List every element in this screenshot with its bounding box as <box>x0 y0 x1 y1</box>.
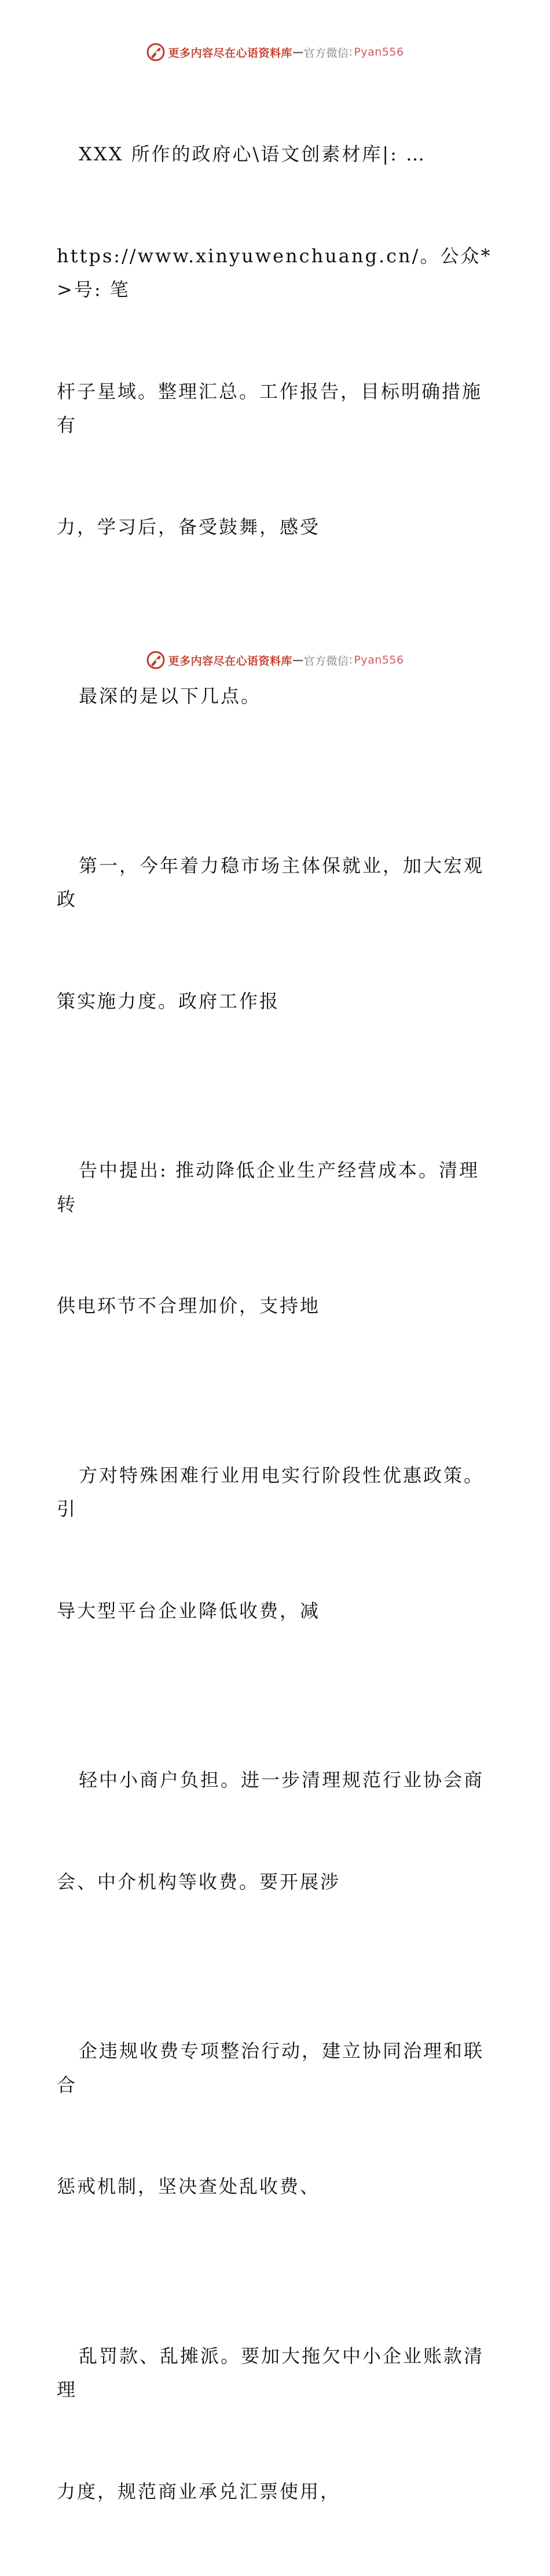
text-line: 惩戒机制，坚决查处乱收费、 <box>57 2170 497 2204</box>
text-line: https://www.xinyuwenchuang.cn/。公众*>号: 笔 <box>57 239 497 307</box>
text-line: 供电环节不合理加价，支持地 <box>57 1289 497 1323</box>
text-line: 第一，今年着力稳市场主体保就业，加大宏观政 <box>57 849 497 917</box>
paragraph-7 <box>57 1966 497 2271</box>
footer-banner <box>0 648 550 672</box>
text-line: 力，学习后，备受鼓舞，感受 <box>57 510 497 544</box>
paragraph-5 <box>57 1391 497 1696</box>
paragraph-1 <box>57 69 497 611</box>
text-line: 会、中介机构等收费。要开展涉 <box>57 1865 497 1899</box>
text-line: 导大型平台企业降低收费，减 <box>57 1594 497 1628</box>
text-line: 杆子星域。整理汇总。工作报告，目标明确措施有 <box>57 375 497 442</box>
banner-handle: Pyan556 <box>354 654 404 666</box>
paragraph-4 <box>57 1086 497 1391</box>
banner-site-text: 更多内容尽在心语资料库 <box>168 45 292 60</box>
text-line: 方对特殊困难行业用电实行阶段性优惠政策。引 <box>57 1459 497 1526</box>
banner-colon: : <box>349 654 353 666</box>
banner-wechat-label: 官方微信 <box>303 653 349 668</box>
banner-dash: — <box>292 654 304 666</box>
text-line: 告中提出: 推动降低企业生产经营成本。清理转 <box>57 1153 497 1221</box>
banner-dash: — <box>292 46 304 58</box>
document-body <box>57 69 497 2576</box>
banner-colon: : <box>349 46 353 58</box>
banner-site-text: 更多内容尽在心语资料库 <box>168 653 292 668</box>
text-line: 乱罚款、乱摊派。要加大拖欠中小企业账款清理 <box>57 2339 497 2407</box>
header-banner <box>0 41 550 64</box>
banner-handle: Pyan556 <box>354 46 404 58</box>
pen-logo-icon <box>146 650 166 670</box>
paragraph-6 <box>57 1695 497 1966</box>
paragraph-3 <box>57 781 497 1086</box>
text-line: 轻中小商户负担。进一步清理规范行业协会商 <box>57 1763 497 1797</box>
banner-wechat-label: 官方微信 <box>303 45 349 60</box>
text-line: 策实施力度。政府工作报 <box>57 984 497 1018</box>
pen-logo-icon <box>146 42 166 62</box>
text-line: 企违规收费专项整治行动，建立协同治理和联合 <box>57 2034 497 2102</box>
text-line: 力度，规范商业承兑汇票使用， <box>57 2475 497 2509</box>
paragraph-8 <box>57 2271 497 2576</box>
text-line: XXX 所作的政府心\语文创素材库|: … <box>57 137 497 171</box>
text-line: 最深的是以下几点。 <box>57 679 497 713</box>
paragraph-2 <box>57 611 497 781</box>
